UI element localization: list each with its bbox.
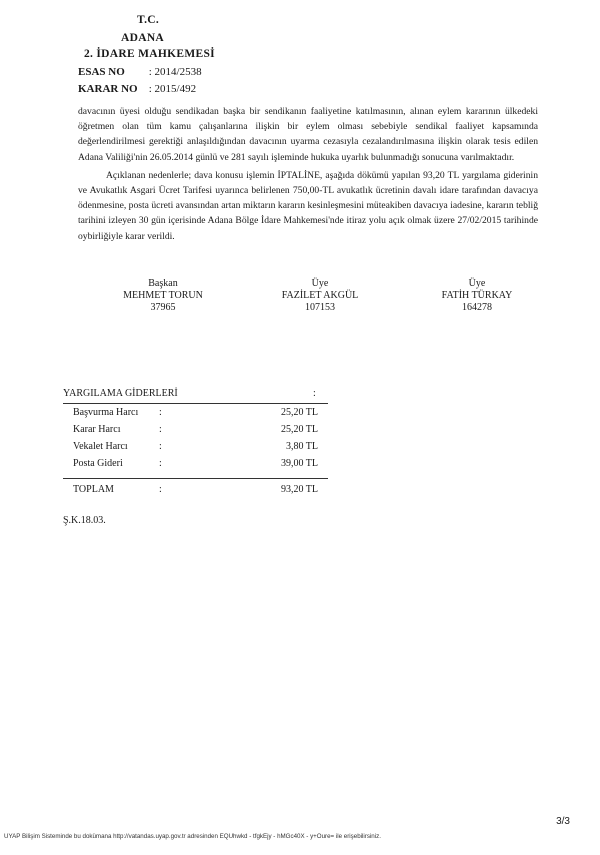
cost-amount: 39,00 TL [280,458,318,469]
cost-separator: : [159,424,162,435]
cost-row [63,455,328,472]
cost-separator: : [159,458,162,469]
signature-number: 107153 [305,302,335,313]
cost-amount: 25,20 TL [280,424,318,435]
header-city: ADANA [121,32,165,44]
cost-label: Vekalet Harcı [73,441,128,452]
total-separator: : [159,484,162,495]
decision-body [78,104,538,247]
karar-no-row [78,83,196,95]
karar-no-label: KARAR NO [78,83,138,95]
uyap-footer: UYAP Bilişim Sisteminde bu dokümana http://vatandas.uyap.gov.tr adresinden EQUhwkd - tfgkEjy - hMGc40X - y+Oure= ile erişebilirsiniz. [4,833,381,840]
body-paragraph-2: Açıklanan nedenlerle; dava konusu işlemin İPTALİNE, aşağıda dökümü yapılan 93,20 TL yargılama giderinin ve Avukatlık Asgari Ücret Tarifesi uyarınca belirlenen 750,00-TL avukatlık ücretinin davalı idare tarafından davacıya ödenmesine, posta ücreti avansından artan miktarın kararın kesinleşmesini müteakiben davacıya iadesine, kararın tebliğ tarihini izleyen 30 gün içerisinde Adana Bölge İdare Mahkemesi'nde itiraz yolu açık olmak üzere 27/02/2015 tarihinde oybirliğiyle karar verildi. [78,169,538,242]
total-amount: 93,20 TL [280,484,318,495]
costs-title: YARGILAMA GİDERLERİ [63,388,178,399]
signature-role: Üye [468,278,486,289]
signature-role: Başkan [148,278,178,289]
signature-number: 37965 [150,302,176,313]
total-label: TOPLAM [73,484,114,495]
signature-member-1 [245,278,395,314]
signature-number: 164278 [462,302,492,313]
costs-total-row [63,479,328,497]
costs-table [63,388,328,497]
cost-amount: 25,20 TL [280,407,318,418]
costs-title-row [63,388,328,402]
signature-name: MEHMET TORUN [123,290,203,301]
cost-label: Karar Harcı [73,424,121,435]
cost-label: Başvurma Harcı [73,407,139,418]
cost-separator: : [159,441,162,452]
signature-role: Üye [311,278,329,289]
costs-title-colon: : [313,388,316,399]
esas-no-label: ESAS NO [78,66,125,78]
body-paragraph-1: davacının üyesi olduğu sendikadan başka bir sendikanın faaliyetine katılmasının, alınan eylem kararının ülkedeki öğretmen olan tüm kamu çalışanlarına ilişkin bir eylem olması sebebiyle sendikal faaliyet kapsamında değerlendirilmesi gerektiği anlaşıldığından davacının uyarma cezasıyla cezalandırılmasına ilişkin olarak tesis edilen Adana Valiliği'nin 26.05.2014 günlü ve 281 sayılı işleminde hukuka uyarlık bulunmadığı sonucuna varılmaktadır. [78,106,538,163]
cost-row [63,404,328,421]
cost-amount: 3,80 TL [285,441,318,452]
signature-name: FATİH TÜRKAY [441,290,513,301]
page-number: 3/3 [556,816,570,827]
cost-row [63,438,328,455]
header-tc: T.C. [137,14,160,26]
esas-no-value: : 2014/2538 [148,66,202,78]
karar-no-value: : 2015/492 [148,83,197,95]
signature-name: FAZİLET AKGÜL [281,290,359,301]
esas-no-row [78,66,202,78]
cost-label: Posta Gideri [73,458,123,469]
signature-member-2 [402,278,552,314]
sk-code: Ş.K.18.03. [63,515,106,526]
header-court: 2. İDARE MAHKEMESİ [84,48,215,60]
cost-separator: : [159,407,162,418]
cost-row [63,421,328,438]
signature-president [88,278,238,314]
